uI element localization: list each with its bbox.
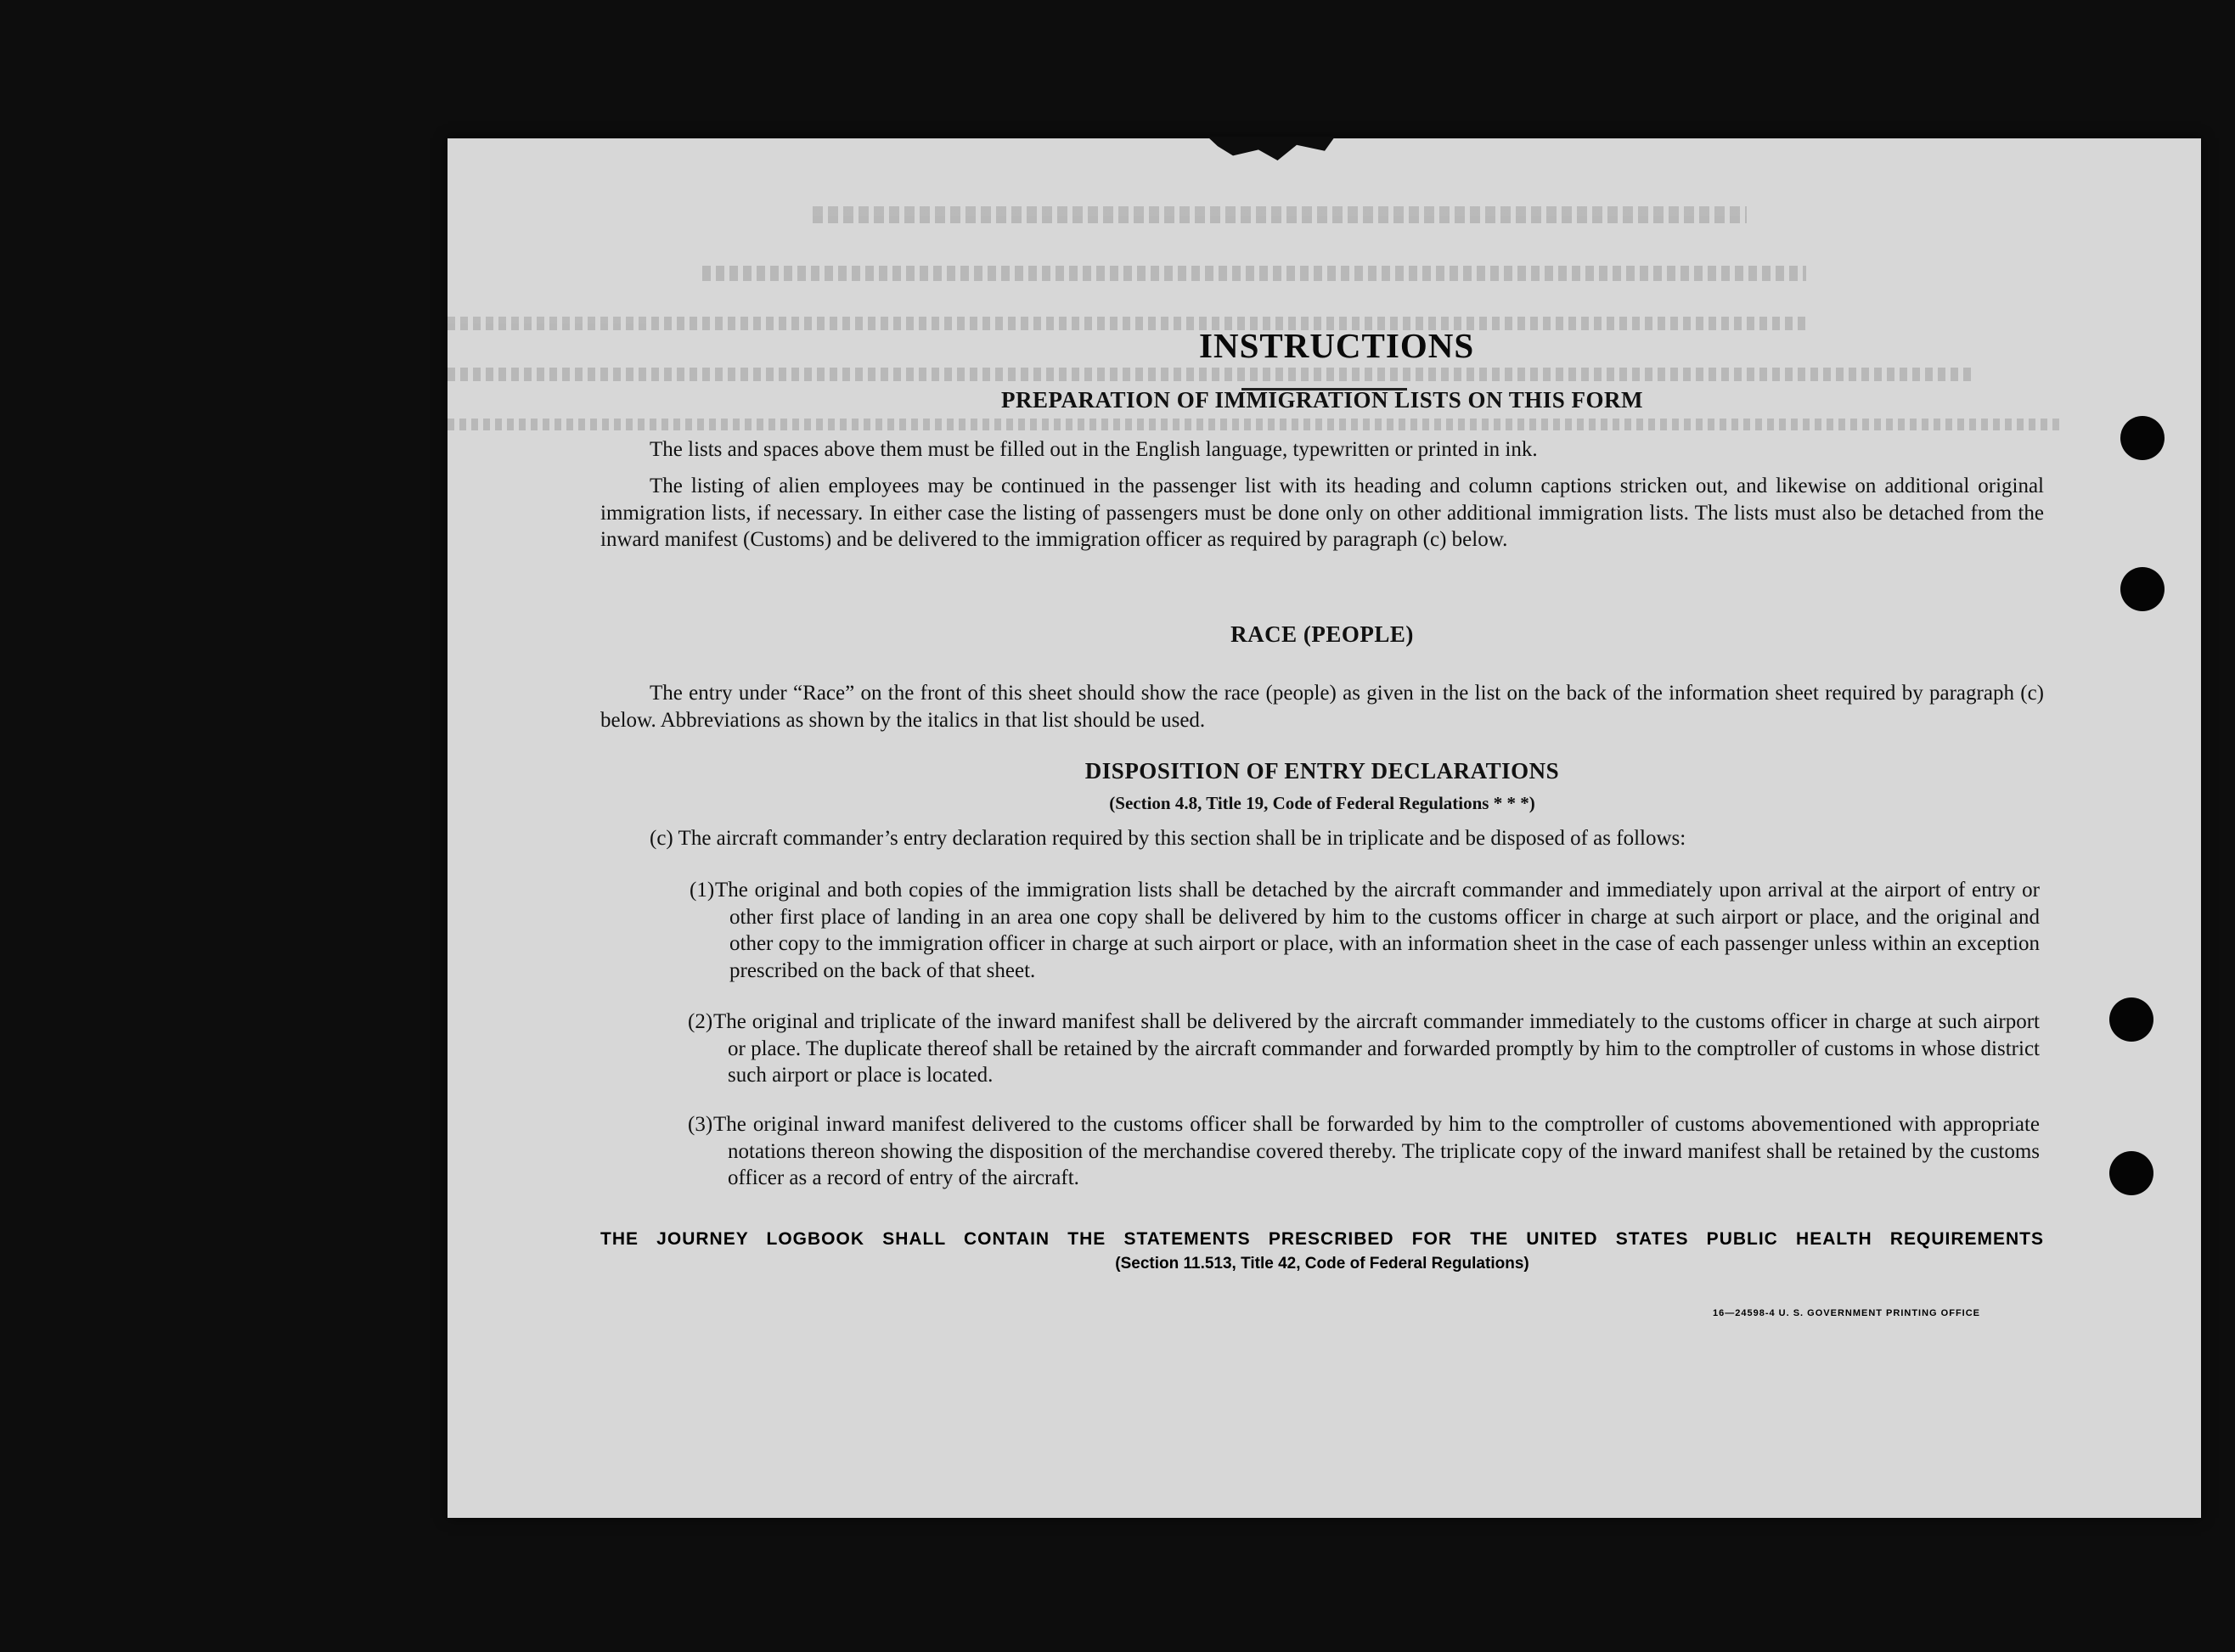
punch-hole bbox=[2120, 416, 2165, 460]
punch-hole bbox=[2109, 997, 2153, 1042]
paragraph: The lists and spaces above them must be filled out in the English language, typewritten or printed in ink. bbox=[650, 438, 1538, 461]
section-heading-disposition: DISPOSITION OF ENTRY DECLARATIONS bbox=[1084, 758, 1560, 784]
paragraph-intro: (c) The aircraft commander’s entry declaration required by this section shall be in triplicate and be disposed of as follows: bbox=[650, 827, 1686, 850]
section-subheading: (Section 4.8, Title 19, Code of Federal Regulations * * *) bbox=[1109, 793, 1535, 813]
list-marker: (3) bbox=[688, 1113, 713, 1136]
list-marker: (2) bbox=[688, 1010, 713, 1033]
paragraph: The entry under “Race” on the front of this sheet should show the race (people) as given in the list on the back of the information sheet required by paragraph (c) below. Abbreviations as shown by the italics in that list should be used. bbox=[600, 682, 2044, 732]
document-sheet bbox=[448, 138, 2201, 1518]
list-text: The original inward manifest delivered to the customs officer shall be forwarded by him to the comptroller of customs abovementioned with appropriate notations thereon showing the disposition of the merchandise covered thereby. The triplicate copy of the inward manifest shall be retained by the customs officer as a record of entry of the aircraft. bbox=[713, 1113, 2040, 1189]
list-item bbox=[688, 1009, 2040, 1089]
list-marker: (1) bbox=[690, 879, 715, 902]
torn-edge bbox=[1208, 137, 1335, 160]
punch-hole bbox=[2109, 1151, 2153, 1195]
punch-hole bbox=[2120, 567, 2165, 611]
footer-statement: THE JOURNEY LOGBOOK SHALL CONTAIN THE STATEMENTS PRESCRIBED FOR THE UNITED STATES PUBLIC HEALTH REQUIREMENTS bbox=[600, 1229, 2044, 1249]
paragraph: The listing of alien employees may be continued in the passenger list with its heading and column captions stricken out, and likewise on additional original immigration lists, if necessary. In either case the listing of passengers must be done only on other additional immigration lists. The lists must also be detached from the inward manifest (Customs) and be delivered to the immigration officer as required by paragraph (c) below. bbox=[600, 475, 2044, 551]
list-item bbox=[690, 877, 2040, 984]
printer-imprint: 16—24598-4 U. S. GOVERNMENT PRINTING OFFICE bbox=[1713, 1308, 1981, 1318]
section-heading-preparation: PREPARATION OF IMMIGRATION LISTS ON THIS FORM bbox=[1000, 387, 1644, 413]
footer-citation: (Section 11.513, Title 42, Code of Federal Regulations) bbox=[1115, 1255, 1529, 1273]
list-item bbox=[688, 1111, 2040, 1192]
section-heading-race: RACE (PEOPLE) bbox=[1230, 621, 1414, 647]
list-text: The original and triplicate of the inward manifest shall be delivered by the aircraft commander immediately to the customs officer in charge at such airport or place. The duplicate thereof shall be retained by the aircraft commander and forwarded promptly by him to the comptroller of customs in whose district such airport or place is located. bbox=[713, 1010, 2040, 1087]
list-text: The original and both copies of the immigration lists shall be detached by the aircraft commander and immediately upon arrival at the airport of entry or other first place of landing in an area one copy shall be delivered by him to the customs officer in charge at such airport or place, and the original and other copy to the immigration officer in charge at such airport or place, with an information sheet in the case of each passenger unless within an exception prescribed on the back of that sheet. bbox=[715, 879, 2040, 982]
page-title: INSTRUCTIONS bbox=[1199, 326, 1475, 365]
